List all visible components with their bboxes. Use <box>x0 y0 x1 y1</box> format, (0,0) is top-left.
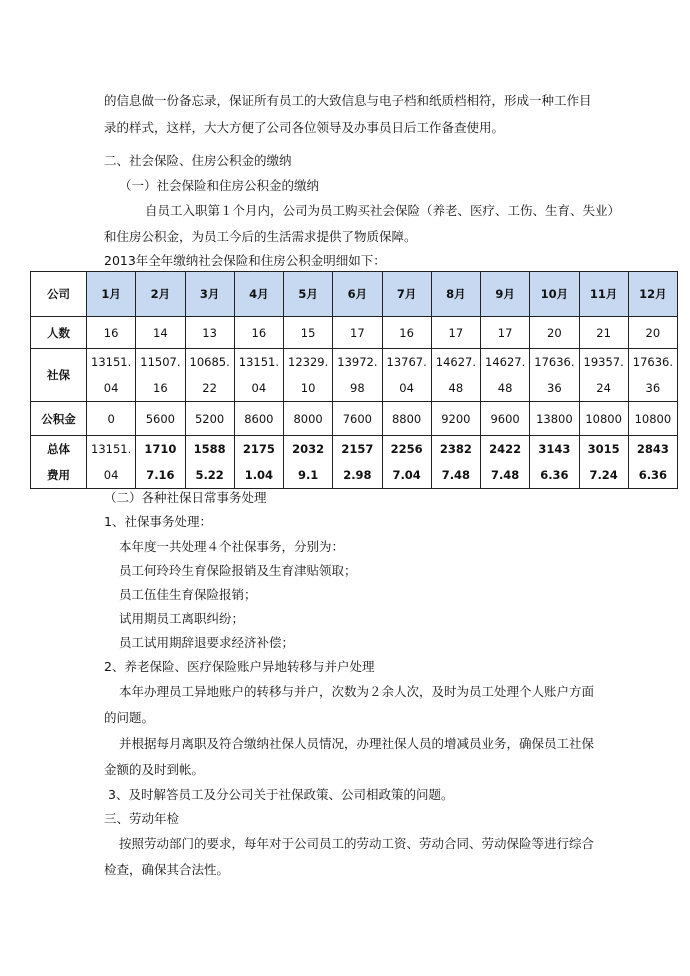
month-header: 4月 <box>234 272 283 317</box>
list-item: 员工何玲玲生育保险报销及生育津贴领取； <box>119 563 357 578</box>
month-header: 2月 <box>136 272 185 317</box>
table-cell <box>284 436 333 489</box>
table-cell: 16 <box>87 317 136 349</box>
table-cell: 16 <box>382 317 431 349</box>
table-cell <box>628 436 677 489</box>
month-header: 6月 <box>333 272 382 317</box>
table-cell <box>185 349 234 402</box>
item-heading: 2、养老保险、医疗保险账户异地转移与并户处理 <box>104 659 375 674</box>
table-cell <box>530 349 579 402</box>
month-header: 9月 <box>481 272 530 317</box>
table-cell <box>333 436 382 489</box>
table-cell <box>481 349 530 402</box>
table-cell: 9600 <box>481 402 530 436</box>
table-cell <box>382 349 431 402</box>
cell-value: 19357.24 <box>583 355 624 395</box>
cell-value: 13972.98 <box>337 355 378 395</box>
table-cell: 13800 <box>530 402 579 436</box>
table-header-row <box>31 272 678 317</box>
cell-value: 15885.22 <box>193 442 226 482</box>
table-cell <box>628 349 677 402</box>
subsection-heading-2-2: （二）各种社保日常事务处理 <box>104 490 267 505</box>
month-header: 3月 <box>185 272 234 317</box>
month-header: 5月 <box>284 272 333 317</box>
table-cell: 17 <box>481 317 530 349</box>
table-cell: 17 <box>333 317 382 349</box>
table-caption: 2013年全年缴纳社会保险和住房公积金明细如下： <box>104 253 386 268</box>
table-cell: 16 <box>234 317 283 349</box>
corner-label: 公司 <box>31 272 87 317</box>
table-cell: 21 <box>579 317 628 349</box>
table-cell: 8600 <box>234 402 283 436</box>
month-header: 12月 <box>628 272 677 317</box>
paragraph-line: 并根据每月离职及符合缴纳社保人员情况，办理社保人员的增减员业务，确保员工社保 <box>119 736 595 751</box>
cell-value: 20329.1 <box>292 442 325 482</box>
table-cell <box>136 436 185 489</box>
row-label: 人数 <box>31 317 87 349</box>
paragraph-line: 金额的及时到帐。 <box>104 762 205 777</box>
section-heading-3: 三、劳动年检 <box>104 811 180 826</box>
table-cell <box>431 436 480 489</box>
table-cell <box>234 349 283 402</box>
paragraph-line: 按照劳动部门的要求，每年对于公司员工的劳动工资、劳动合同、劳动保险等进行综合 <box>119 836 595 851</box>
row-label: 公积金 <box>31 402 87 436</box>
list-item: 员工伍佳生育保险报销； <box>119 587 257 602</box>
paragraph-line: 的信息做一份备忘录，保证所有员工的大致信息与电子档和纸质档相符，形成一种工作目 <box>104 93 592 108</box>
table-row-total <box>31 436 678 489</box>
table-cell: 8800 <box>382 402 431 436</box>
cell-value: 17107.16 <box>144 442 177 482</box>
month-header: 7月 <box>382 272 431 317</box>
table-cell: 20 <box>628 317 677 349</box>
table-cell: 8000 <box>284 402 333 436</box>
row-label-text: 总体费用 <box>47 442 70 482</box>
cell-value: 13151.04 <box>91 355 132 395</box>
cell-value: 30157.24 <box>587 442 620 482</box>
table-cell <box>481 436 530 489</box>
list-item: 试用期员工离职纠纷； <box>119 611 245 626</box>
table-row-people <box>31 317 678 349</box>
cell-value: 13151.04 <box>91 442 132 482</box>
cell-value: 17636.36 <box>632 355 673 395</box>
list-item: 员工试用期辞退要求经济补偿； <box>119 635 295 650</box>
table-cell <box>234 436 283 489</box>
table-cell <box>87 436 136 489</box>
cell-value: 21572.98 <box>341 442 374 482</box>
paragraph-line: 和住房公积金，为员工今后的生活需求提供了物质保障。 <box>104 229 417 244</box>
cell-value: 12329.10 <box>288 355 329 395</box>
cell-value: 24227.48 <box>489 442 522 482</box>
section-heading-2: 二、社会保险、住房公积金的缴纳 <box>104 153 292 168</box>
paragraph-line: 自员工入职第１个月内，公司为员工购买社会保险（养老、医疗、工伤、生育、失业） <box>145 203 621 218</box>
paragraph-line: 的问题。 <box>104 710 155 725</box>
table-cell: 5200 <box>185 402 234 436</box>
table-row-social <box>31 349 678 402</box>
table-cell: 20 <box>530 317 579 349</box>
table-cell: 14 <box>136 317 185 349</box>
table-cell <box>579 349 628 402</box>
table-cell <box>87 349 136 402</box>
table-cell: 15 <box>284 317 333 349</box>
row-label: 社保 <box>31 349 87 402</box>
table-cell <box>333 349 382 402</box>
cell-value: 13151.04 <box>238 355 279 395</box>
cell-value: 21751.04 <box>242 442 275 482</box>
cell-value: 14627.48 <box>435 355 476 395</box>
table-cell <box>185 436 234 489</box>
table-cell: 10800 <box>628 402 677 436</box>
paragraph-line: 本年办理员工异地账户的转移与并户，次数为２余人次，及时为员工处理个人账户方面 <box>119 684 595 699</box>
cell-value: 23827.48 <box>439 442 472 482</box>
paragraph-line: 本年度一共处理４个社保事务，分别为： <box>119 539 345 554</box>
item-heading: 1、社保事务处理： <box>104 514 212 529</box>
cell-value: 14627.48 <box>485 355 526 395</box>
cell-value: 17636.36 <box>534 355 575 395</box>
month-header: 11月 <box>579 272 628 317</box>
cell-value: 22567.04 <box>390 442 423 482</box>
subsection-heading-2-1: （一）社会保险和住房公积金的缴纳 <box>119 178 320 193</box>
cell-value: 13767.04 <box>386 355 427 395</box>
cell-value: 10685.22 <box>189 355 230 395</box>
table-cell: 10800 <box>579 402 628 436</box>
paragraph-line: 检查，确保其合法性。 <box>104 862 230 877</box>
month-header: 10月 <box>530 272 579 317</box>
cell-value: 28436.36 <box>636 442 669 482</box>
table-row-fund <box>31 402 678 436</box>
month-header: 8月 <box>431 272 480 317</box>
table-cell <box>284 349 333 402</box>
item-heading: 3、及时解答员工及分公司关于社保政策、公司相政策的问题。 <box>108 787 454 802</box>
table-cell <box>431 349 480 402</box>
table-cell <box>579 436 628 489</box>
cell-value: 31436.36 <box>538 442 571 482</box>
cell-value: 11507.16 <box>140 355 181 395</box>
month-header: 1月 <box>87 272 136 317</box>
row-label <box>31 436 87 489</box>
paragraph-line: 录的样式，这样，大大方便了公司各位领导及办事员日后工作备查使用。 <box>104 120 505 135</box>
table-cell: 9200 <box>431 402 480 436</box>
table-cell: 17 <box>431 317 480 349</box>
table-cell <box>530 436 579 489</box>
table-cell <box>136 349 185 402</box>
table-cell: 13 <box>185 317 234 349</box>
table-cell: 0 <box>87 402 136 436</box>
table-cell: 5600 <box>136 402 185 436</box>
insurance-table <box>30 271 678 489</box>
table-cell <box>382 436 431 489</box>
table-cell: 7600 <box>333 402 382 436</box>
